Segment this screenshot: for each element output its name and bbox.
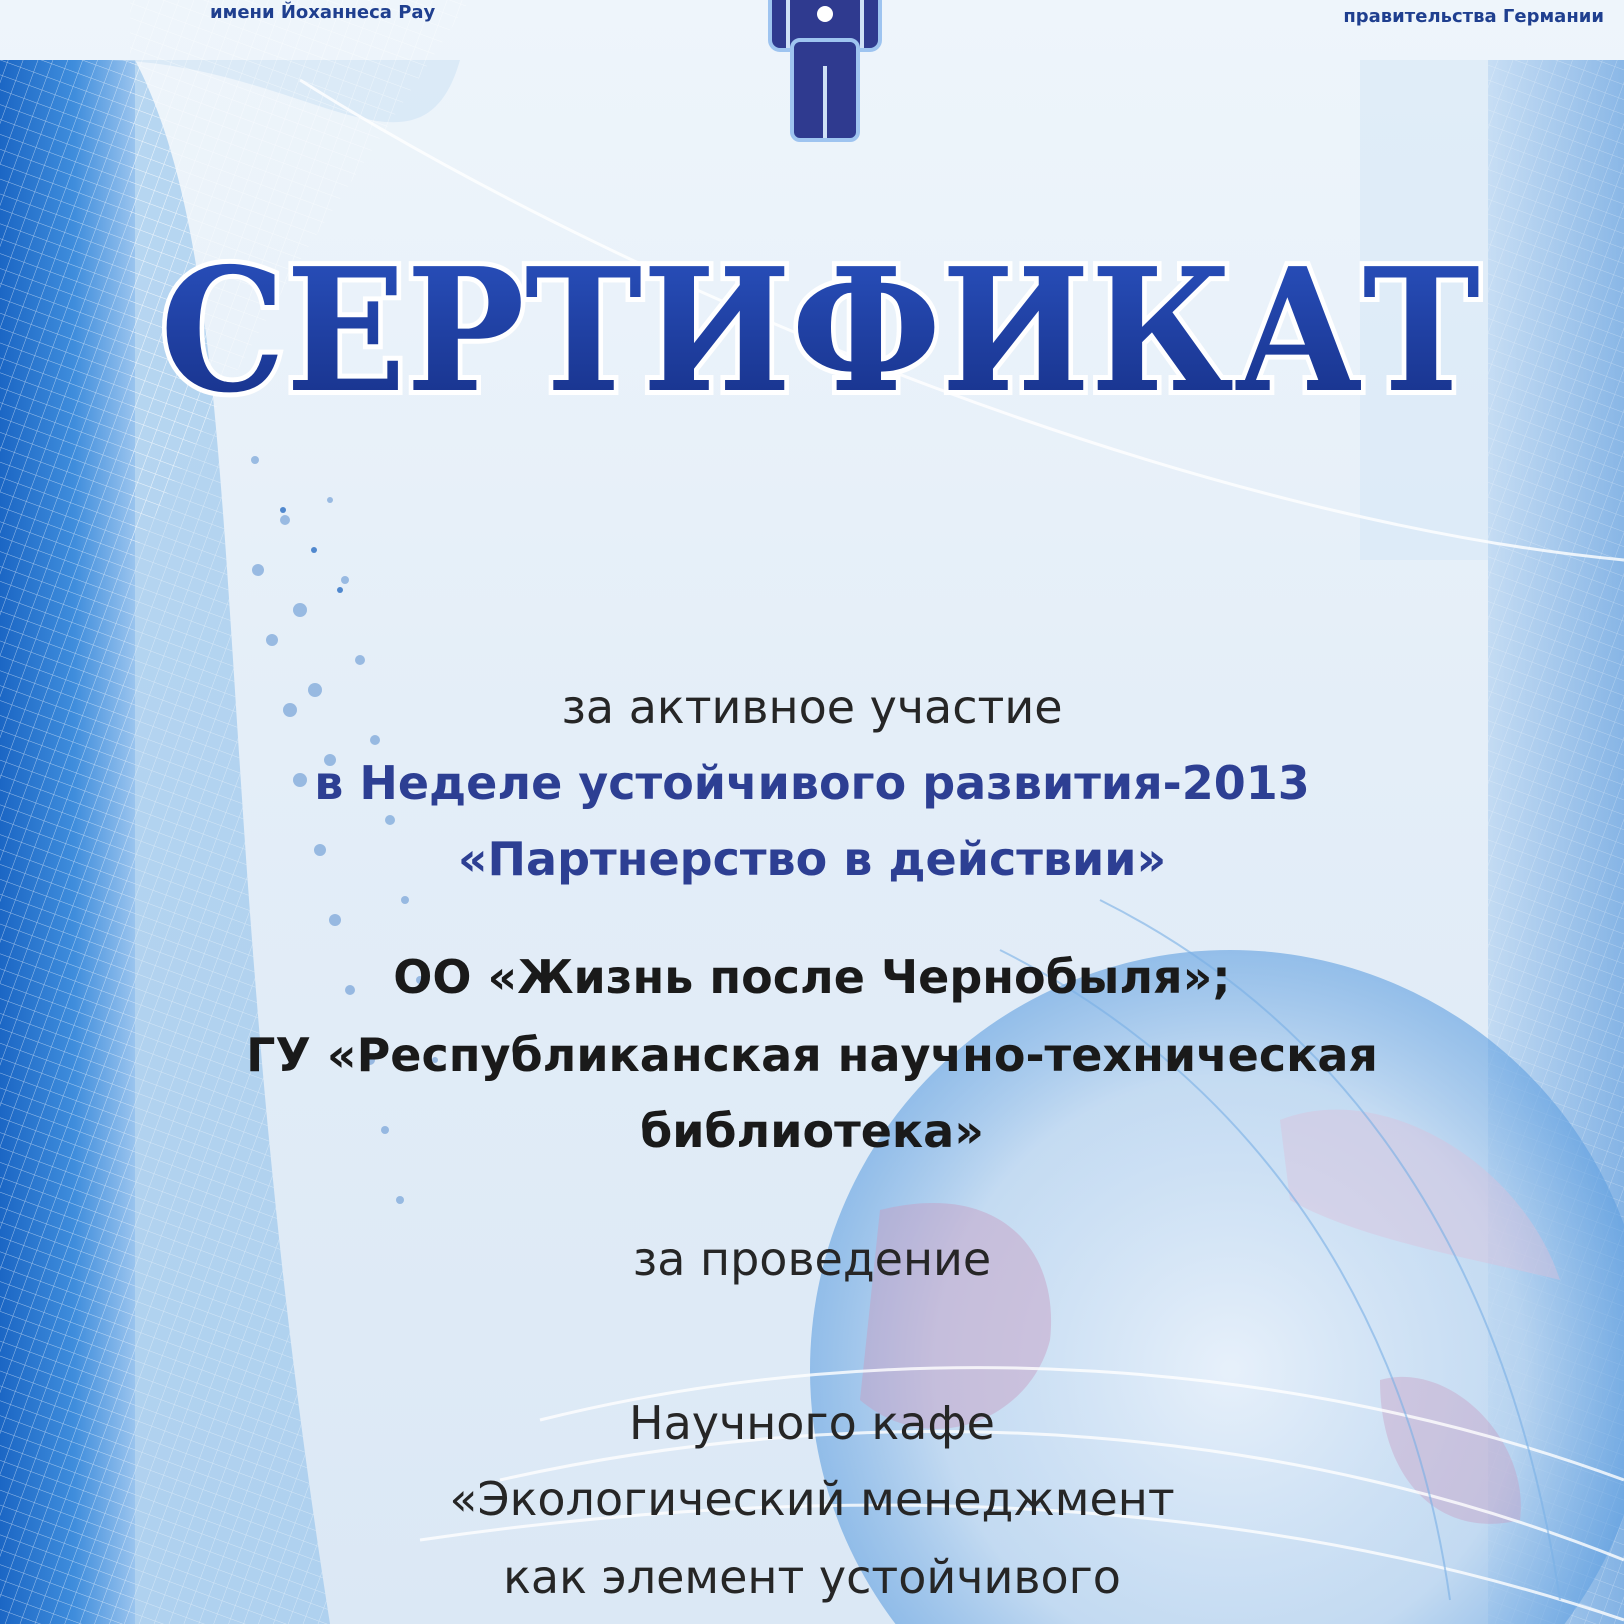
body-line-for-holding: за проведение: [632, 1232, 992, 1286]
body-line-org1: ОО «Жизнь после Чернобыля»;: [393, 950, 1231, 1004]
body-line-eco: «Экологический менеджмент: [449, 1472, 1175, 1526]
title-text: СЕРТИФИКАТ: [160, 240, 1480, 430]
person-emblem-icon: [760, 0, 890, 150]
body-line-week: в Неделе устойчивого развития-2013: [314, 756, 1310, 810]
body-line-org2-cont: библиотека»: [640, 1104, 984, 1158]
body-line-participation: за активное участие: [561, 680, 1063, 734]
body-line-cafe: Научного кафе: [629, 1396, 995, 1450]
body-line-org2: ГУ «Республиканская научно-техническая: [246, 1028, 1378, 1082]
header-right-text: правительства Германии: [1343, 6, 1604, 27]
certificate-title: [130, 240, 1510, 430]
header-left-text: имени Йоханнеса Рау: [210, 2, 436, 23]
body-line-partnership: «Партнерство в действии»: [457, 832, 1167, 886]
body-line-element: как элемент устойчивого: [503, 1550, 1121, 1604]
